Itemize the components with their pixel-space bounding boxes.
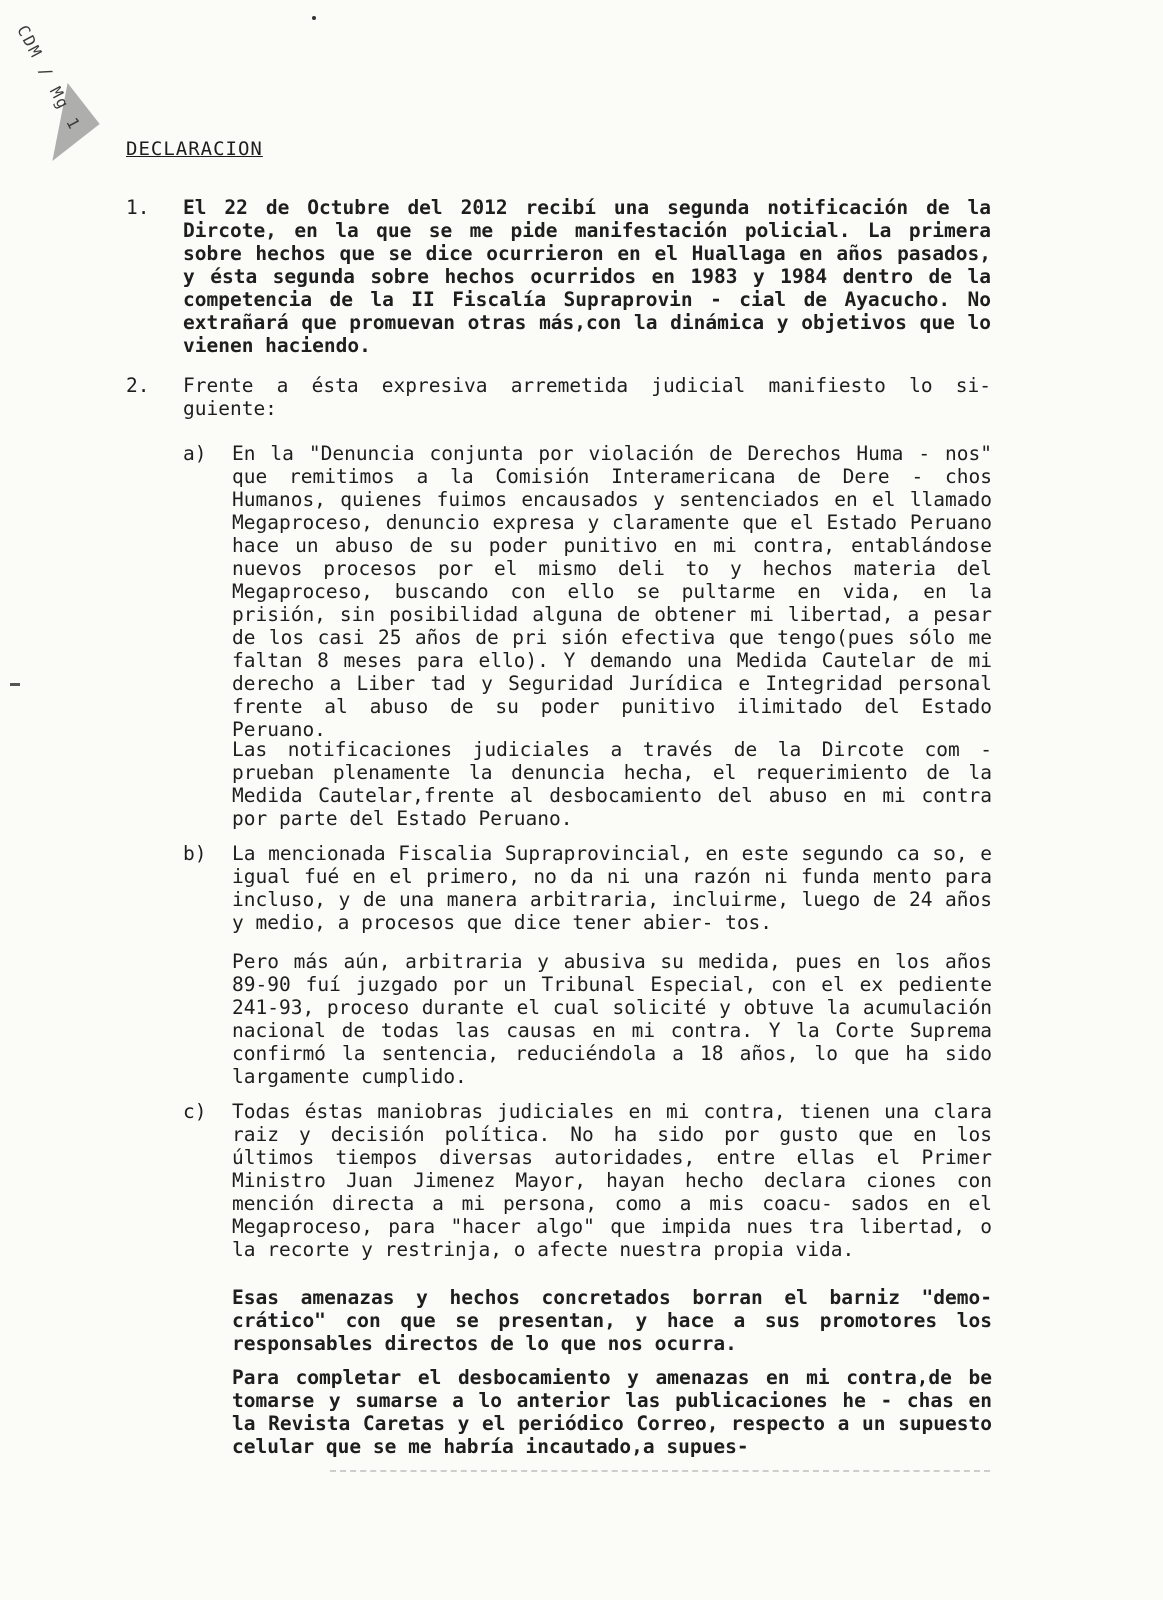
subitem-c-paragraph-1: Todas éstas maniobras judiciales en mi contra, tienen una clara raiz y decisión política. No ha sido por gusto que en los últimos tiempos diversas autoridades, entre ellas el Primer Ministro Juan Jimenez Mayor, hayan hecho declara ciones con mención directa a mi persona, como a mis coacu- sados en el Megaproceso, para "hacer algo" que impida nues tra libertad, o la recorte y restrinja, o afecte nuestra propia vida. xyxy=(232,1100,992,1261)
subitem-label-b: b) xyxy=(183,842,207,865)
subitem-c-paragraph-3: Para completar el desbocamiento y amenazas en mi contra,de be tomarse y sumarse a lo anterior las publicaciones he - chas en la Revista Caretas y el periódico Correo, respecto a un supuesto celular que se me habría incautado,a supues- xyxy=(232,1366,992,1458)
item-paragraph-1: El 22 de Octubre del 2012 recibí una segunda notificación de la Dircote, en la que se me pide manifestación policial. La primera sobre hechos que se dice ocurrieron en el Huallaga en años pasados, y ésta segunda sobre hechos ocurridos en 1983 y 1984 dentro de la competencia de la II Fiscalía Supraprovin - cial de Ayacucho. No extrañará que promuevan otras más,con la dinámica y objetivos que lo vienen haciendo. xyxy=(183,196,991,357)
scan-artifact-marks xyxy=(330,1470,990,1478)
handwritten-stamp: CDM / Mg 1 xyxy=(13,22,85,134)
item-number-2: 2. xyxy=(126,374,150,397)
ink-speck xyxy=(10,683,20,686)
subitem-a-paragraph-2: Las notificaciones judiciales a través de la Dircote com - prueban plenamente la denuncia hecha, el requerimiento de la Medida Cautelar,frente al desbocamiento del abuso en mi contra por parte del Estado Peruano. xyxy=(232,738,992,830)
subitem-b-paragraph-1: La mencionada Fiscalia Supraprovincial, en este segundo ca so, e igual fué en el primero, no da ni una razón ni funda mento para incluso, y de una manera arbitraria, incluirme, luego de 24 años y medio, a procesos que dice tener abier- tos. xyxy=(232,842,992,934)
subitem-label-c: c) xyxy=(183,1100,207,1123)
item-paragraph-2: Frente a ésta expresiva arremetida judicial manifiesto lo si- guiente: xyxy=(183,374,991,420)
subitem-c-paragraph-2: Esas amenazas y hechos concretados borran el barniz "demo- crático" con que se presentan, y hace a sus promotores los responsables directos de lo que nos ocurra. xyxy=(232,1286,992,1355)
subitem-a-paragraph-1: En la "Denuncia conjunta por violación de Derechos Huma - nos" que remitimos a la Comisión Interamericana de Dere - chos Humanos, quienes fuimos encausados y sentenciados en el llamado Megaproceso, denuncio expresa y claramente que el Estado Peruano hace un abuso de su poder punitivo en mi contra, entablándose nuevos procesos por el mismo deli to y hechos materia del Megaproceso, buscando con ello se pultarme en vida, en la prisión, sin posibilidad alguna de obtener mi libertad, a pesar de los casi 25 años de pri sión efectiva que tengo(pues sólo me faltan 8 meses para ello). Y demando una Medida Cautelar de mi derecho a Liber tad y Seguridad Jurídica e Integridad personal frente al abuso de su poder punitivo ilimitado del Estado Peruano. xyxy=(232,442,992,741)
document-title: DECLARACION xyxy=(126,138,263,160)
item-number-1: 1. xyxy=(126,196,150,219)
subitem-b-paragraph-2: Pero más aún, arbitraria y abusiva su medida, pues en los años 89-90 fuí juzgado por un Tribunal Especial, con el ex pediente 241-93, proceso durante el cual solicité y obtuve la acumulación nacional de todas las causas en mi contra. Y la Corte Suprema confirmó la sentencia, reduciéndola a 18 años, lo que ha sido largamente cumplido. xyxy=(232,950,992,1088)
ink-dot xyxy=(312,16,316,20)
subitem-label-a: a) xyxy=(183,442,207,465)
